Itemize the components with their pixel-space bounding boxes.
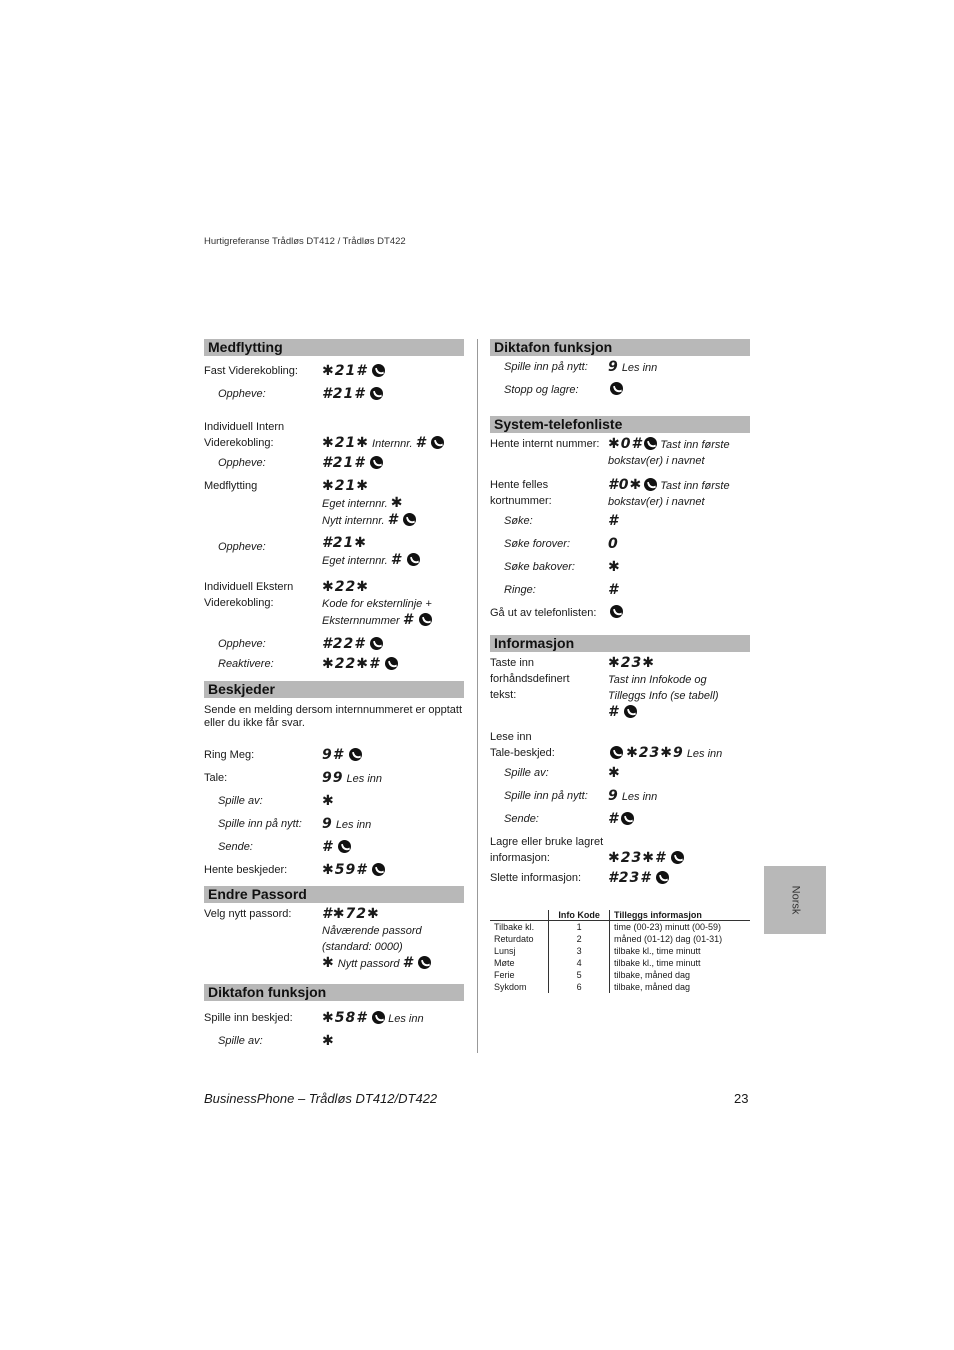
table-row bbox=[490, 957, 750, 969]
row-info-sende bbox=[490, 808, 750, 831]
row-ringe bbox=[490, 579, 750, 602]
section-title-diktafon-left: Diktafon funksjon bbox=[204, 984, 464, 1001]
table-cell: 6 bbox=[549, 981, 610, 993]
key-code: ✱23✱9 bbox=[626, 745, 684, 761]
footer-title: BusinessPhone – Trådløs DT412/DT422 bbox=[204, 1091, 438, 1106]
table-row bbox=[490, 933, 750, 945]
row-label-line: Taste inn bbox=[490, 657, 535, 669]
row-label-line: forhåndsdefinert bbox=[490, 673, 570, 685]
row-slette bbox=[490, 867, 750, 890]
section-title-medflytting: Medflytting bbox=[204, 339, 464, 356]
row-label: Tale: bbox=[204, 772, 228, 784]
table-cell: 5 bbox=[549, 969, 610, 981]
table-cell: Lunsj bbox=[494, 946, 516, 956]
row-taste-inn bbox=[490, 652, 750, 721]
row-individuell-intern-oppheve bbox=[204, 452, 464, 475]
row-label: Oppheve: bbox=[218, 638, 266, 650]
row-stopp-lagre bbox=[490, 379, 750, 402]
row-spille-av-diktafon bbox=[204, 1030, 464, 1053]
row-label-line: Viderekobling: bbox=[204, 437, 274, 449]
key-code: ✱58# bbox=[322, 1010, 367, 1026]
table-cell: Møte bbox=[494, 958, 515, 968]
table-cell: Ferie bbox=[494, 970, 515, 980]
table-header: Info Kode bbox=[549, 910, 610, 921]
key-code: 9 bbox=[322, 816, 333, 832]
row-label: Spille av: bbox=[218, 795, 263, 807]
row-fast-oppheve bbox=[204, 383, 464, 406]
key-code: 9 bbox=[608, 359, 619, 375]
table-cell: 3 bbox=[549, 945, 610, 957]
key-code: ✱ bbox=[322, 955, 335, 971]
key-code: ✱ bbox=[390, 495, 404, 511]
handset-icon bbox=[349, 748, 362, 761]
key-code: # bbox=[322, 839, 333, 855]
row-label: Sende: bbox=[218, 841, 253, 853]
row-tale bbox=[204, 767, 464, 790]
row-label: Medflytting bbox=[204, 480, 258, 492]
note: Les inn bbox=[388, 1013, 424, 1025]
row-hente-internt bbox=[490, 433, 750, 469]
table-cell: Tilbake kl. bbox=[494, 922, 535, 932]
row-label bbox=[490, 831, 608, 867]
section-title-informasjon: Informasjon bbox=[490, 635, 750, 652]
handset-icon bbox=[407, 553, 420, 566]
row-label bbox=[490, 721, 608, 762]
key-code: ✱59# bbox=[322, 862, 367, 878]
key-code: #22# bbox=[322, 636, 365, 652]
handset-icon bbox=[372, 1011, 385, 1024]
key-code: ✱23✱ bbox=[608, 655, 655, 671]
note: Les inn bbox=[346, 773, 383, 785]
row-individuell-intern bbox=[204, 416, 464, 452]
key-code: ✱ bbox=[608, 559, 621, 575]
note: Nytt passord bbox=[337, 958, 400, 970]
key-code: # bbox=[608, 582, 619, 598]
note: Eget internnr. bbox=[322, 555, 388, 567]
row-soke-bakover bbox=[490, 556, 750, 579]
note: Eget internnr. bbox=[322, 498, 388, 510]
key-code: ✱ bbox=[322, 793, 335, 809]
table-cell: tilbake kl., time minutt bbox=[614, 958, 701, 968]
section-title-diktafon-right: Diktafon funksjon bbox=[490, 339, 750, 356]
table-cell: tilbake, måned dag bbox=[614, 982, 691, 992]
handset-icon bbox=[610, 605, 623, 618]
note: Eksternnummer bbox=[322, 615, 400, 627]
handset-icon bbox=[370, 456, 383, 469]
section-title-system-telefonliste: System-telefonliste bbox=[490, 416, 750, 433]
row-label: Spille av: bbox=[504, 767, 549, 779]
row-soke-forover bbox=[490, 533, 750, 556]
key-code: # bbox=[402, 612, 414, 628]
running-head: Hurtigreferanse Trådløs DT412 / Trådløs DT422 bbox=[204, 236, 406, 247]
note: Tast inn første bbox=[660, 439, 730, 451]
row-label bbox=[204, 569, 322, 629]
row-label-line: Viderekobling: bbox=[204, 597, 274, 609]
row-label: Søke forover: bbox=[504, 538, 571, 550]
row-label: Sende: bbox=[504, 813, 539, 825]
language-tab bbox=[764, 866, 826, 934]
table-cell: Returdato bbox=[494, 934, 534, 944]
row-spille-inn-beskjed bbox=[204, 1007, 464, 1030]
row-label: Oppheve: bbox=[218, 457, 266, 469]
table-cell: tilbake kl., time minutt bbox=[614, 946, 701, 956]
info-code-table bbox=[490, 910, 750, 993]
key-code: ✱21✱ bbox=[322, 435, 369, 451]
key-code: ✱21✱ bbox=[322, 478, 369, 494]
key-code: ✱ bbox=[322, 1033, 335, 1049]
row-label-line: Individuell Intern bbox=[204, 421, 285, 433]
row-label: Hente internt nummer: bbox=[490, 438, 600, 450]
key-code: ✱21# bbox=[322, 363, 367, 379]
row-label: Fast Viderekobling: bbox=[204, 365, 298, 377]
table-header: Tilleggs informasjon bbox=[610, 910, 750, 921]
handset-icon bbox=[419, 613, 432, 626]
table-cell: 1 bbox=[549, 921, 610, 934]
row-label-line: kortnummer: bbox=[490, 495, 552, 507]
table-cell: 4 bbox=[549, 957, 610, 969]
table-header-row bbox=[490, 910, 750, 921]
key-code: 99 bbox=[322, 770, 344, 786]
row-label: Spille inn på nytt: bbox=[504, 361, 588, 373]
handset-icon bbox=[338, 840, 351, 853]
row-label: Ring Meg: bbox=[204, 749, 255, 761]
handset-icon bbox=[431, 436, 444, 449]
row-label: Spille inn på nytt: bbox=[218, 818, 302, 830]
key-code: # bbox=[387, 512, 399, 528]
row-label: Søke: bbox=[504, 515, 533, 527]
row-info-spille-av bbox=[490, 762, 750, 785]
key-code: # bbox=[608, 811, 619, 827]
row-label: Spille inn beskjed: bbox=[204, 1012, 293, 1024]
key-code: ✱22✱# bbox=[322, 656, 380, 672]
handset-icon bbox=[644, 437, 657, 450]
handset-icon bbox=[372, 364, 385, 377]
row-label: Søke bakover: bbox=[504, 561, 575, 573]
table-row bbox=[490, 981, 750, 993]
row-label-line: tekst: bbox=[490, 689, 517, 701]
language-tab-label: Norsk bbox=[788, 885, 801, 915]
note: Les inn bbox=[335, 819, 372, 831]
handset-icon bbox=[671, 851, 684, 864]
row-label-line: Lagre eller bruke lagret bbox=[490, 836, 604, 848]
key-code: #23# bbox=[608, 870, 651, 886]
handset-icon bbox=[610, 746, 623, 759]
row-individuell-ekstern-oppheve bbox=[204, 629, 464, 653]
key-code: #21✱ bbox=[322, 535, 367, 551]
handset-icon bbox=[621, 812, 634, 825]
right-column bbox=[490, 339, 750, 993]
handset-icon bbox=[610, 382, 623, 395]
row-hente-beskjeder bbox=[204, 859, 464, 882]
key-code: #21# bbox=[322, 455, 365, 471]
note: Tast inn Infokode og bbox=[608, 674, 707, 686]
table-header bbox=[490, 910, 549, 921]
note: Nytt internnr. bbox=[322, 515, 385, 527]
handset-icon bbox=[385, 657, 398, 670]
row-label: Gå ut av telefonlisten: bbox=[490, 607, 597, 619]
row-label: Slette informasjon: bbox=[490, 872, 582, 884]
row-label: Reaktivere: bbox=[218, 658, 274, 670]
note: bokstav(er) i navnet bbox=[608, 496, 705, 508]
row-label: Oppheve: bbox=[218, 388, 266, 400]
row-label: Hente beskjeder: bbox=[204, 864, 288, 876]
note: bokstav(er) i navnet bbox=[608, 455, 705, 467]
key-code: 0 bbox=[608, 536, 619, 552]
note: Internnr. bbox=[372, 438, 413, 450]
row-label-line: Lese inn bbox=[490, 731, 532, 743]
row-label-line: Individuell Ekstern bbox=[204, 581, 294, 593]
row-spille-inn bbox=[204, 813, 464, 836]
table-row bbox=[490, 921, 750, 934]
row-individuell-ekstern bbox=[204, 569, 464, 629]
handset-icon bbox=[370, 637, 383, 650]
row-label: Stopp og lagre: bbox=[504, 384, 579, 396]
key-code: #21# bbox=[322, 386, 365, 402]
table-cell: 2 bbox=[549, 933, 610, 945]
table-cell: tilbake, måned dag bbox=[614, 970, 691, 980]
row-label: Spille inn på nytt: bbox=[504, 790, 588, 802]
row-medflytting-oppheve bbox=[204, 529, 464, 569]
table-row bbox=[490, 969, 750, 981]
row-ring-meg bbox=[204, 744, 464, 767]
note: Les inn bbox=[621, 791, 658, 803]
row-label: Spille av: bbox=[218, 1035, 263, 1047]
section-title-endre-passord: Endre Passord bbox=[204, 886, 464, 903]
column-divider bbox=[477, 339, 478, 1053]
key-code: 9# bbox=[322, 747, 344, 763]
key-code: ✱22✱ bbox=[322, 579, 369, 595]
table-cell: måned (01-12) dag (01-31) bbox=[614, 934, 723, 944]
key-code: ✱0# bbox=[608, 436, 643, 452]
table-cell: Sykdom bbox=[494, 982, 527, 992]
page-number: 23 bbox=[734, 1091, 749, 1106]
handset-icon bbox=[372, 863, 385, 876]
key-code: # bbox=[415, 435, 427, 451]
row-spille-inn-nytt bbox=[490, 356, 750, 379]
handset-icon bbox=[624, 705, 637, 718]
key-code: #0✱ bbox=[608, 477, 643, 493]
row-individuell-ekstern-reaktivere bbox=[204, 653, 464, 676]
key-code: ✱ bbox=[608, 765, 621, 781]
key-code: # bbox=[390, 552, 402, 568]
row-label-line: Tale-beskjed: bbox=[490, 747, 555, 759]
note: Tast inn første bbox=[660, 480, 730, 492]
note: (standard: 0000) bbox=[322, 941, 403, 953]
row-info-spille-inn bbox=[490, 785, 750, 808]
row-label: Ringe: bbox=[504, 584, 536, 596]
row-lese-inn bbox=[490, 721, 750, 762]
key-code: # bbox=[608, 704, 619, 720]
row-label bbox=[204, 416, 322, 452]
key-code: #✱72✱ bbox=[322, 906, 380, 922]
row-label: Velg nytt passord: bbox=[204, 908, 292, 920]
note: Les inn bbox=[621, 362, 658, 374]
row-ga-ut bbox=[490, 602, 750, 625]
row-label bbox=[490, 652, 608, 721]
row-medflytting bbox=[204, 475, 464, 529]
row-sende bbox=[204, 836, 464, 859]
handset-icon bbox=[418, 956, 431, 969]
table-row bbox=[490, 945, 750, 957]
row-label-line: Hente felles bbox=[490, 479, 549, 491]
key-code: # bbox=[608, 513, 619, 529]
note: Kode for eksternlinje + bbox=[322, 598, 432, 610]
row-soke bbox=[490, 510, 750, 533]
row-label-line: informasjon: bbox=[490, 852, 550, 864]
table-cell: time (00-23) minutt (00-59) bbox=[614, 922, 722, 932]
row-spille-av bbox=[204, 790, 464, 813]
row-hente-felles bbox=[490, 469, 750, 510]
row-fast-viderekobling bbox=[204, 360, 464, 383]
left-column bbox=[204, 339, 464, 1053]
row-lagre bbox=[490, 831, 750, 867]
section-description: Sende en melding dersom internnummeret er opptatt eller du ikke får svar. bbox=[204, 704, 463, 729]
section-title-beskjeder: Beskjeder bbox=[204, 681, 464, 698]
handset-icon bbox=[656, 871, 669, 884]
key-code: ✱23✱# bbox=[608, 850, 666, 866]
key-code: 9 bbox=[608, 788, 619, 804]
handset-icon bbox=[644, 478, 657, 491]
row-label bbox=[490, 469, 608, 510]
note: Les inn bbox=[686, 748, 723, 760]
note: Tilleggs Info (se tabell) bbox=[608, 690, 719, 702]
note: Nåværende passord bbox=[322, 925, 422, 937]
key-code: # bbox=[402, 955, 414, 971]
row-label: Oppheve: bbox=[218, 541, 266, 553]
handset-icon bbox=[370, 387, 383, 400]
handset-icon bbox=[403, 513, 416, 526]
row-velg-passord bbox=[204, 903, 464, 972]
